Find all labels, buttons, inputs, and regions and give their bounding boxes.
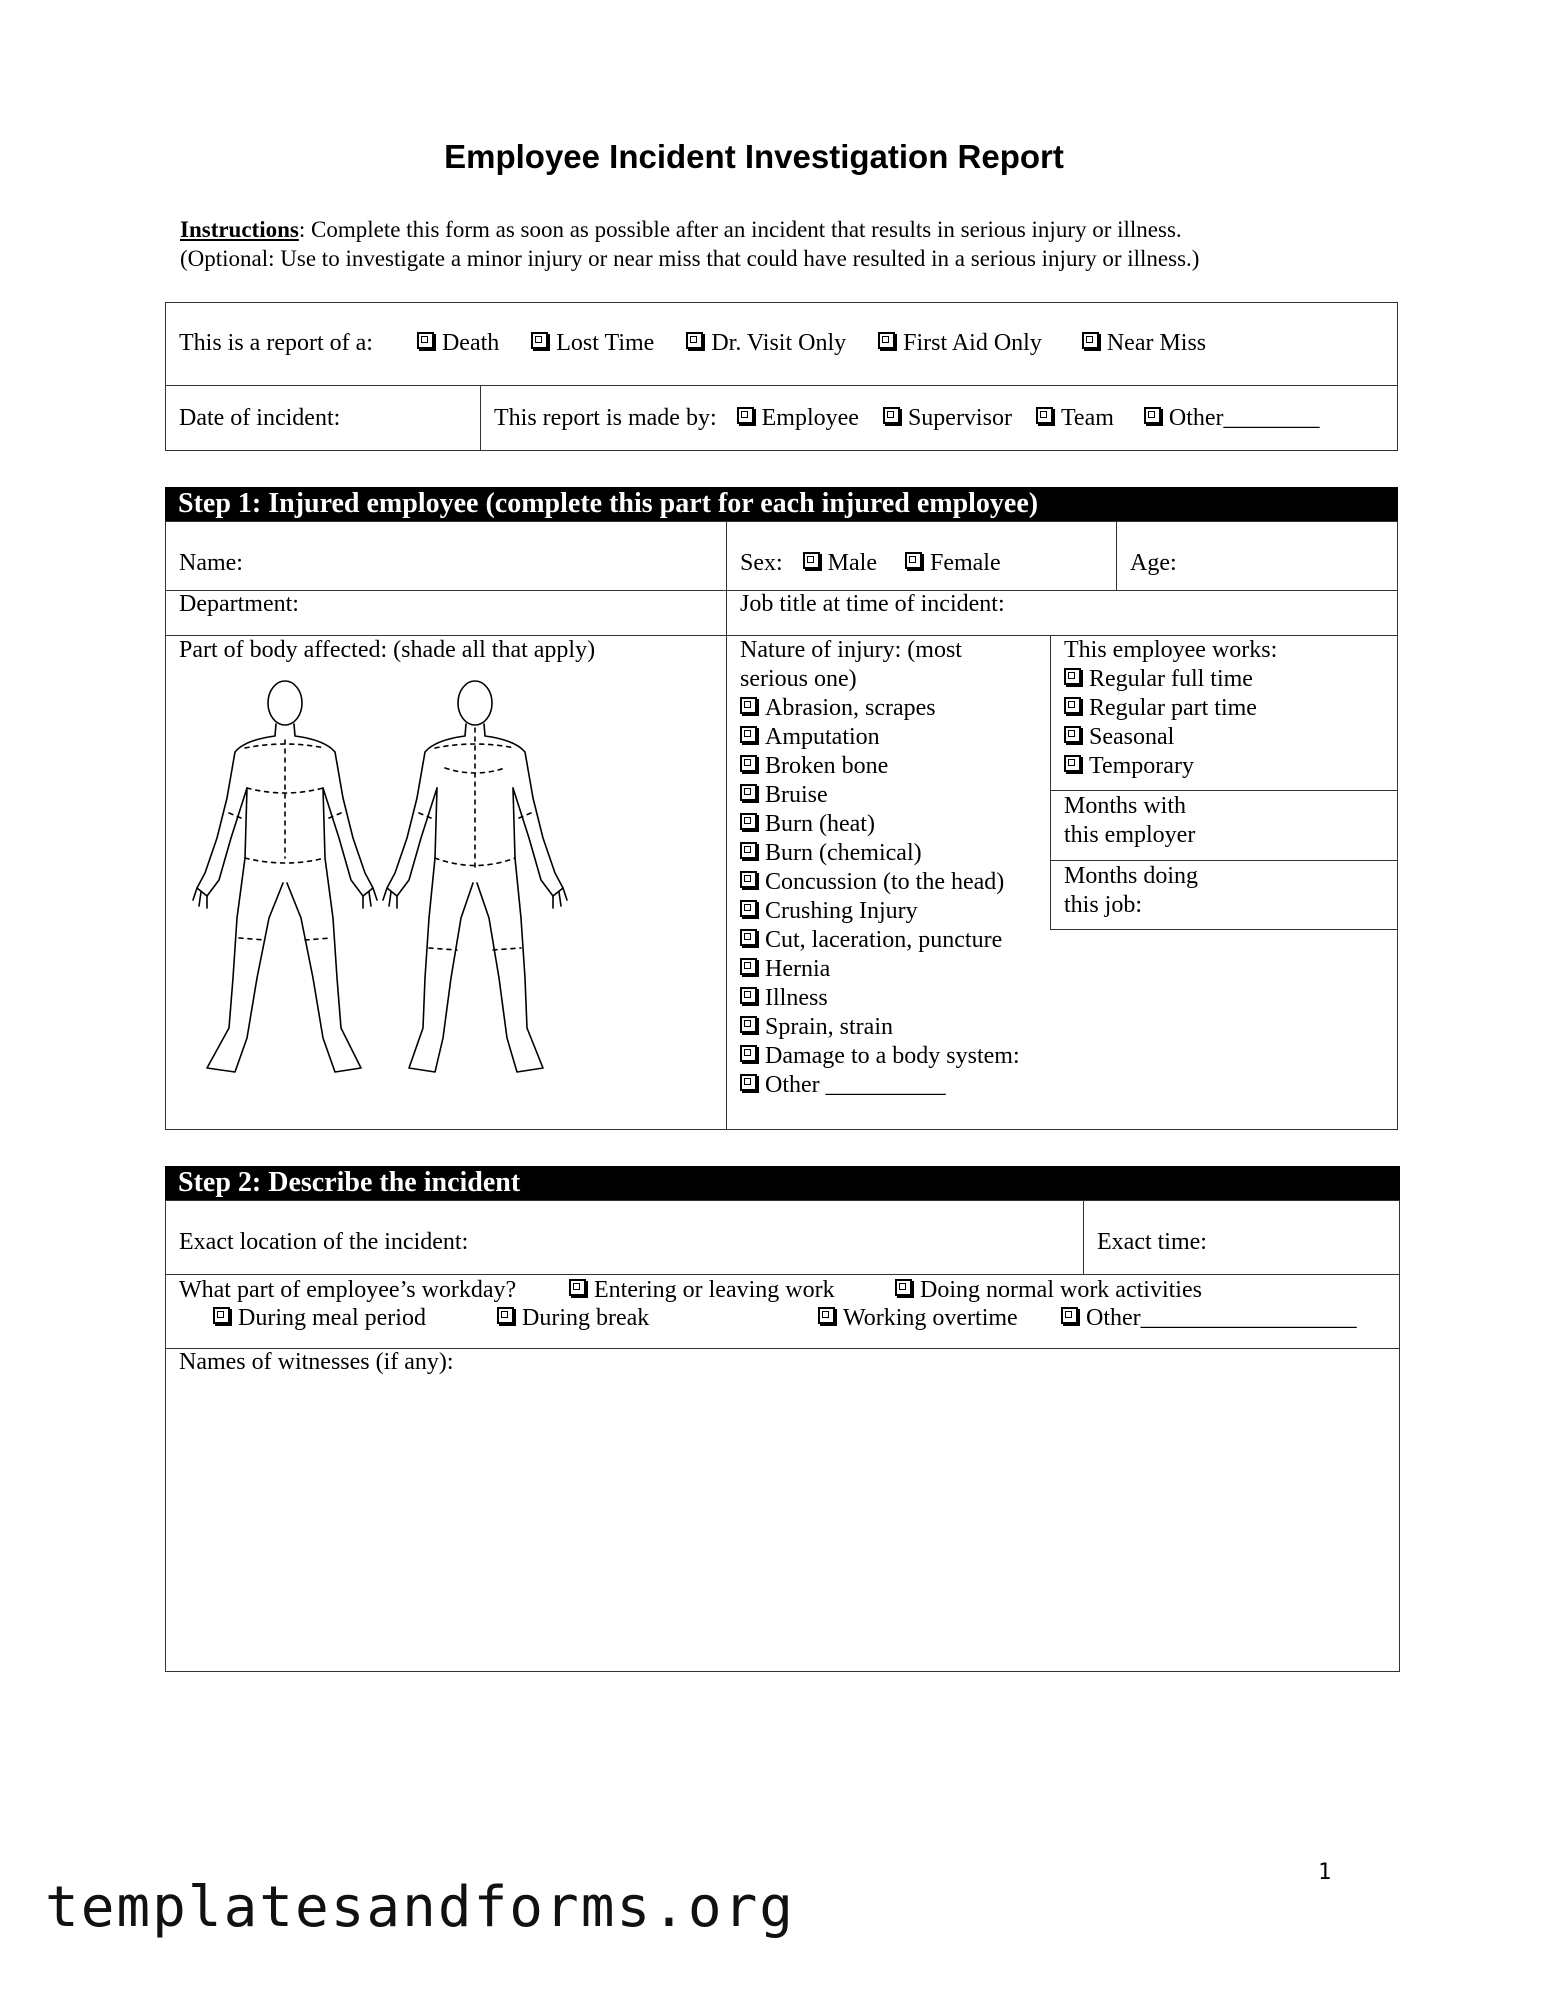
checkbox-icon[interactable] xyxy=(740,871,757,888)
option-working-overtime[interactable]: Working overtime xyxy=(818,1304,1018,1332)
sex-field xyxy=(740,549,1027,577)
instructions-line-1: : Complete this form as soon as possible after an incident that results in serious injury or illness. xyxy=(298,217,1182,242)
checkbox-icon[interactable] xyxy=(497,1307,514,1324)
checkbox-icon[interactable] xyxy=(883,407,900,424)
nature-label-1: Nature of injury: (most xyxy=(740,637,962,663)
watermark: templatesandforms.org xyxy=(45,1875,796,1940)
checkbox-icon[interactable] xyxy=(1144,407,1161,424)
checkbox-icon[interactable] xyxy=(740,900,757,917)
option-crushing-injury[interactable]: Crushing Injury xyxy=(740,897,1020,926)
option-bruise[interactable]: Bruise xyxy=(740,781,1020,810)
option-during-break[interactable]: During break xyxy=(497,1304,649,1332)
option-female[interactable]: Female xyxy=(905,550,1001,576)
checkbox-icon[interactable] xyxy=(1064,755,1081,772)
months-employer-line-1: Months with xyxy=(1064,793,1187,819)
checkbox-icon[interactable] xyxy=(1036,407,1053,424)
checkbox-icon[interactable] xyxy=(740,1074,757,1091)
checkbox-icon[interactable] xyxy=(740,987,757,1004)
option-dr-visit-only[interactable]: Dr. Visit Only xyxy=(686,330,846,356)
instructions-label: Instructions xyxy=(180,217,299,242)
option-broken-bone[interactable]: Broken bone xyxy=(740,752,1020,781)
department-field-label[interactable]: Department: xyxy=(179,591,299,617)
option-other-workday[interactable]: Other__________________ xyxy=(1061,1304,1357,1332)
option-hernia[interactable]: Hernia xyxy=(740,955,1020,984)
checkbox-icon[interactable] xyxy=(686,332,703,349)
workday-label: What part of employee’s workday? xyxy=(179,1277,517,1303)
instructions xyxy=(180,215,1430,273)
months-job-line-2: this job: xyxy=(1064,892,1143,918)
option-burn-chemical[interactable]: Burn (chemical) xyxy=(740,839,1020,868)
job-title-field-label[interactable]: Job title at time of incident: xyxy=(740,591,1005,617)
option-normal-work[interactable]: Doing normal work activities xyxy=(895,1276,1202,1304)
checkbox-icon[interactable] xyxy=(740,784,757,801)
checkbox-icon[interactable] xyxy=(803,552,820,569)
option-supervisor[interactable]: Supervisor xyxy=(883,405,1012,431)
option-temporary[interactable]: Temporary xyxy=(1064,752,1277,781)
nature-label-2: serious one) xyxy=(740,666,857,692)
option-damage-body-system[interactable]: Damage to a body system: xyxy=(740,1042,1020,1071)
option-regular-part-time[interactable]: Regular part time xyxy=(1064,694,1277,723)
instructions-line-2: (Optional: Use to investigate a minor injury or near miss that could have resulted in a serious injury or illness.) xyxy=(180,246,1200,271)
option-regular-full-time[interactable]: Regular full time xyxy=(1064,665,1277,694)
checkbox-icon[interactable] xyxy=(905,552,922,569)
checkbox-icon[interactable] xyxy=(417,332,434,349)
checkbox-icon[interactable] xyxy=(569,1279,586,1296)
report-type-label: This is a report of a: xyxy=(179,330,373,356)
body-diagram[interactable] xyxy=(185,668,575,1083)
option-death[interactable]: Death xyxy=(417,330,499,356)
page-title: Employee Incident Investigation Report xyxy=(444,138,1064,175)
report-made-by-row xyxy=(494,404,1346,432)
checkbox-icon[interactable] xyxy=(531,332,548,349)
checkbox-icon[interactable] xyxy=(1082,332,1099,349)
witnesses-label[interactable]: Names of witnesses (if any): xyxy=(179,1349,454,1375)
sex-label: Sex: xyxy=(740,550,783,576)
checkbox-icon[interactable] xyxy=(878,332,895,349)
option-illness[interactable]: Illness xyxy=(740,984,1020,1013)
name-field-label[interactable]: Name: xyxy=(179,550,243,576)
checkbox-icon[interactable] xyxy=(740,929,757,946)
date-of-incident-label[interactable]: Date of incident: xyxy=(179,405,341,431)
option-amputation[interactable]: Amputation xyxy=(740,723,1020,752)
checkbox-icon[interactable] xyxy=(740,1045,757,1062)
option-sprain[interactable]: Sprain, strain xyxy=(740,1013,1020,1042)
checkbox-icon[interactable] xyxy=(213,1307,230,1324)
option-entering-leaving[interactable]: Entering or leaving work xyxy=(569,1276,835,1304)
months-doing-job-field[interactable] xyxy=(1064,862,1198,920)
checkbox-icon[interactable] xyxy=(1061,1307,1078,1324)
option-cut[interactable]: Cut, laceration, puncture xyxy=(740,926,1020,955)
works-label: This employee works: xyxy=(1064,637,1278,663)
option-abrasion[interactable]: Abrasion, scrapes xyxy=(740,694,1020,723)
option-seasonal[interactable]: Seasonal xyxy=(1064,723,1277,752)
months-with-employer-field[interactable] xyxy=(1064,792,1195,850)
option-concussion[interactable]: Concussion (to the head) xyxy=(740,868,1020,897)
checkbox-icon[interactable] xyxy=(1064,668,1081,685)
employee-works-list xyxy=(1064,636,1277,781)
nature-of-injury-list xyxy=(740,636,1020,1100)
checkbox-icon[interactable] xyxy=(740,1016,757,1033)
option-other[interactable]: Other________ xyxy=(1144,405,1320,431)
checkbox-icon[interactable] xyxy=(818,1307,835,1324)
checkbox-icon[interactable] xyxy=(740,697,757,714)
option-other-injury[interactable]: Other __________ xyxy=(740,1071,1020,1100)
step2-header: Step 2: Describe the incident xyxy=(165,1166,1400,1200)
option-meal-period[interactable]: During meal period xyxy=(213,1304,426,1332)
checkbox-icon[interactable] xyxy=(740,842,757,859)
option-burn-heat[interactable]: Burn (heat) xyxy=(740,810,1020,839)
age-field-label[interactable]: Age: xyxy=(1130,550,1177,576)
made-by-label: This report is made by: xyxy=(494,405,717,431)
checkbox-icon[interactable] xyxy=(895,1279,912,1296)
step2-box xyxy=(165,1200,1400,1672)
checkbox-icon[interactable] xyxy=(737,407,754,424)
checkbox-icon[interactable] xyxy=(1064,697,1081,714)
option-employee[interactable]: Employee xyxy=(737,405,859,431)
checkbox-icon[interactable] xyxy=(1064,726,1081,743)
exact-time-label[interactable]: Exact time: xyxy=(1097,1229,1207,1255)
option-first-aid-only[interactable]: First Aid Only xyxy=(878,330,1042,356)
body-part-label: Part of body affected: (shade all that apply) xyxy=(179,637,596,663)
months-employer-line-2: this employer xyxy=(1064,822,1196,848)
report-type-row xyxy=(179,329,1232,357)
checkbox-icon[interactable] xyxy=(740,958,757,975)
page-number: 1 xyxy=(1318,1860,1332,1885)
option-lost-time[interactable]: Lost Time xyxy=(531,330,654,356)
option-male[interactable]: Male xyxy=(803,550,877,576)
checkbox-icon[interactable] xyxy=(740,813,757,830)
option-near-miss[interactable]: Near Miss xyxy=(1082,330,1206,356)
checkbox-icon[interactable] xyxy=(740,755,757,772)
months-job-line-1: Months doing xyxy=(1064,863,1199,889)
option-team[interactable]: Team xyxy=(1036,405,1114,431)
step1-header: Step 1: Injured employee (complete this part for each injured employee) xyxy=(165,487,1398,521)
checkbox-icon[interactable] xyxy=(740,726,757,743)
exact-location-label[interactable]: Exact location of the incident: xyxy=(179,1229,469,1255)
